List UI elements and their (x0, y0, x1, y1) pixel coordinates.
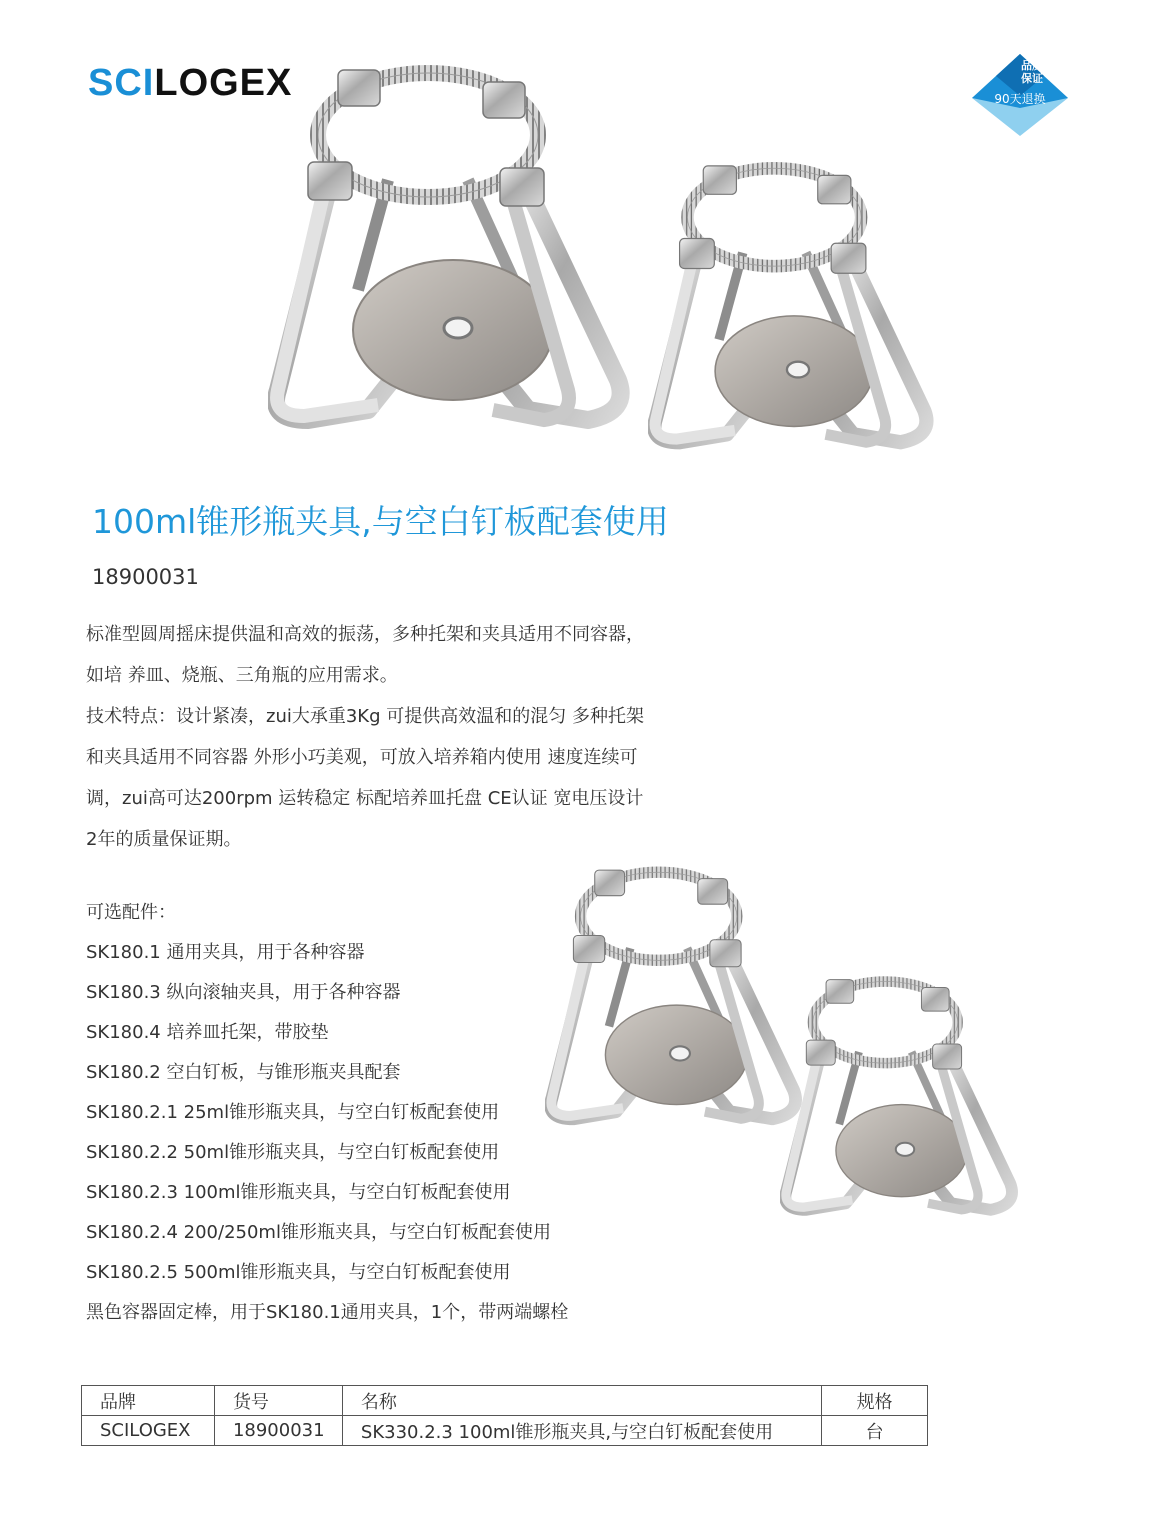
brand-logo: SCILOGEX (88, 62, 293, 104)
badge-line2: 保证 (1021, 72, 1043, 85)
clamp-image-small (648, 158, 948, 458)
cell-unit: 台 (822, 1416, 928, 1446)
description-line: 2年的质量保证期。 (86, 829, 242, 850)
product-title: 100ml锥形瓶夹具,与空白钉板配套使用 (92, 502, 669, 541)
description-line: 和夹具适用不同容器 外形小巧美观，可放入培养箱内使用 速度连续可 (86, 747, 638, 768)
description-line: 技术特点：设计紧凑，zui大承重3Kg 可提供高效温和的混匀 多种托架 (86, 706, 644, 727)
accessory-item: SK180.2.5 500ml锥形瓶夹具，与空白钉板配套使用 (86, 1262, 511, 1283)
accessories-heading: 可选配件： (86, 902, 176, 923)
cell-code: 18900031 (214, 1416, 342, 1446)
description-line: 调，zui高可达200rpm 运转稳定 标配培养皿托盘 CE认证 宽电压设计 (86, 788, 644, 809)
description-line: 如培 养皿、烧瓶、三角瓶的应用需求。 (86, 665, 398, 686)
clamp-image-large (268, 60, 648, 440)
accessory-item: SK180.4 培养皿托架，带胶垫 (86, 1022, 329, 1043)
accessory-item: SK180.2.4 200/250ml锥形瓶夹具，与空白钉板配套使用 (86, 1222, 551, 1243)
header-unit: 规格 (822, 1386, 928, 1416)
spec-table (81, 1385, 928, 1446)
quality-badge-icon (970, 52, 1070, 138)
table-header-row (82, 1386, 928, 1416)
header-code: 货号 (214, 1386, 342, 1416)
accessory-item: SK180.2.2 50ml锥形瓶夹具，与空白钉板配套使用 (86, 1142, 500, 1163)
accessory-item: SK180.3 纵向滚轴夹具，用于各种容器 (86, 982, 401, 1003)
header-brand: 品牌 (82, 1386, 215, 1416)
table-row (82, 1416, 928, 1446)
accessory-item: SK180.2.1 25ml锥形瓶夹具，与空白钉板配套使用 (86, 1102, 500, 1123)
description-line: 标准型圆周摇床提供温和高效的振荡，多种托架和夹具适用不同容器， (86, 624, 644, 645)
cell-name: SK330.2.3 100ml锥形瓶夹具,与空白钉板配套使用 (342, 1416, 821, 1446)
accessory-item: 黑色容器固定棒，用于SK180.1通用夹具，1个，带两端螺栓 (86, 1302, 569, 1323)
accessories-list (86, 893, 686, 1333)
cell-brand: SCILOGEX (82, 1416, 215, 1446)
product-description (86, 614, 736, 860)
accessory-item: SK180.1 通用夹具，用于各种容器 (86, 942, 365, 963)
accessory-item: SK180.2 空白钉板，与锥形瓶夹具配套 (86, 1062, 401, 1083)
header-name: 名称 (342, 1386, 821, 1416)
badge-line1: 品质 (1021, 59, 1043, 72)
product-code: 18900031 (92, 565, 199, 589)
accessory-item: SK180.2.3 100ml锥形瓶夹具，与空白钉板配套使用 (86, 1182, 511, 1203)
clamp-image-mid-right (780, 968, 1030, 1228)
badge-line3: 90天退换 (994, 92, 1046, 106)
